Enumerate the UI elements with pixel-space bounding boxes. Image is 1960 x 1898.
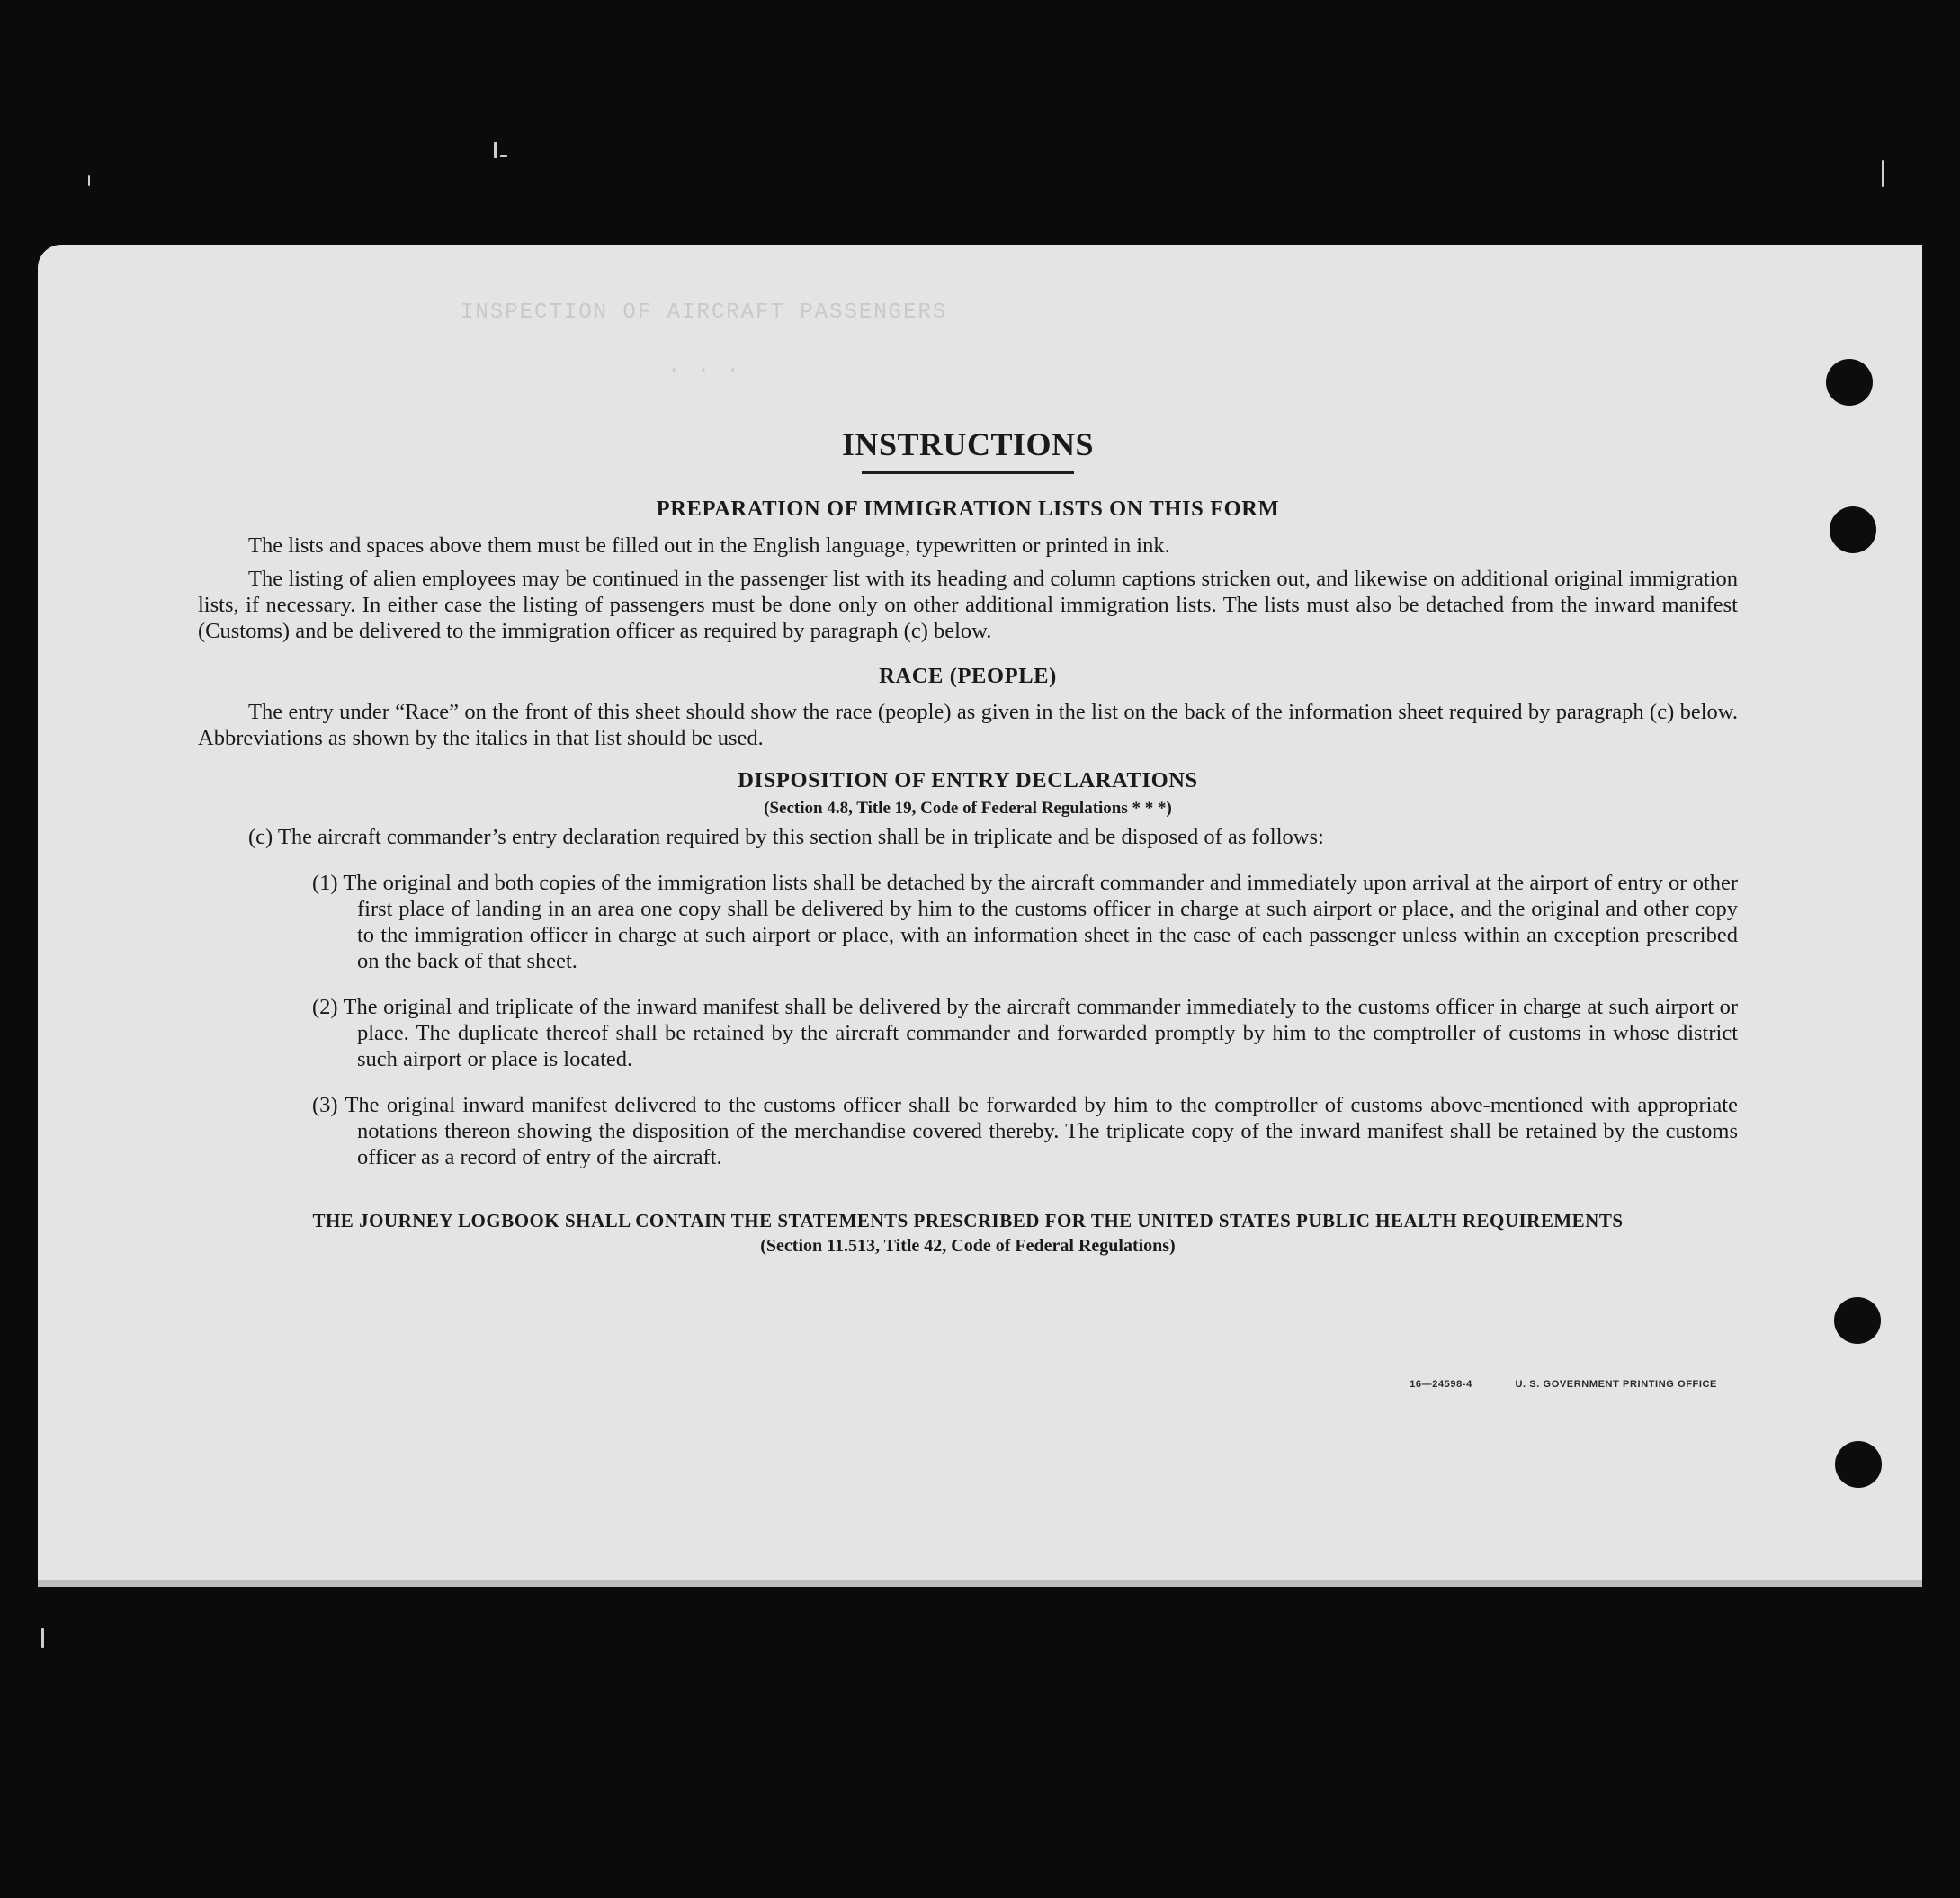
scan-speck: [88, 175, 90, 186]
punch-hole: [1826, 359, 1873, 406]
preparation-heading: PREPARATION OF IMMIGRATION LISTS ON THIS FORM: [656, 497, 1280, 521]
preparation-paragraph-2: The listing of alien employees may be continued in the passenger list with its heading and column captions stricken out, and likewise on additional original immigration lists, if necessary. In either case the listing of passengers must be done only on other additional immigration lists. The lists must also be detached from the inward manifest (Customs) and be delivered to the immigration officer as required by paragraph (c) below.: [198, 567, 1738, 643]
document-page: [38, 245, 1922, 1587]
disposition-intro: (c) The aircraft commander’s entry declaration required by this section shall be in triplicate and be disposed of as follows:: [248, 825, 1324, 849]
punch-hole: [1830, 506, 1876, 553]
punch-hole: [1834, 1297, 1881, 1344]
scan-speck: [41, 1628, 44, 1648]
bleed-through-text: . . .: [667, 354, 742, 379]
disposition-item-1: (1) The original and both copies of the immigration lists shall be detached by the aircraft commander and immediately upon arrival at the airport of entry or other first place of landing in an area one copy shall be delivered by him to the customs officer in charge at such airport or place, and the original and other copy to the immigration officer in charge at such airport or place, with an information sheet in the case of each passenger unless within an exception prescribed on the back of that sheet.: [312, 871, 1738, 973]
scan-speck: [500, 155, 507, 157]
title-underline: [862, 471, 1074, 474]
scan-speck: [494, 142, 497, 158]
race-paragraph: The entry under “Race” on the front of this sheet should show the race (people) as given in the list on the back of the information sheet required by paragraph (c) below. Abbreviations as shown by the italics in that list should be used.: [198, 700, 1738, 750]
disposition-item-2: (2) The original and triplicate of the inward manifest shall be delivered by the aircraft commander immediately to the customs officer in charge at such airport or place. The duplicate thereof shall be retained by the aircraft commander and forwarded promptly by him to the comptroller of customs in whose district such airport or place is located.: [312, 995, 1738, 1071]
disposition-heading: DISPOSITION OF ENTRY DECLARATIONS: [738, 768, 1198, 792]
race-heading: RACE (PEOPLE): [879, 664, 1057, 688]
page-bottom-edge: [38, 1580, 1922, 1587]
disposition-subheading: (Section 4.8, Title 19, Code of Federal Regulations * * *): [764, 799, 1172, 818]
instructions-content: [198, 425, 1738, 1258]
health-heading: THE JOURNEY LOGBOOK SHALL CONTAIN THE STATEMENTS PRESCRIBED FOR THE UNITED STATES PUBLIC HEALTH REQUIREMENTS: [312, 1210, 1624, 1231]
page-title: INSTRUCTIONS: [841, 426, 1095, 462]
health-subheading: (Section 11.513, Title 42, Code of Federal Regulations): [760, 1236, 1176, 1256]
preparation-paragraph-1: The lists and spaces above them must be filled out in the English language, typewritten or printed in ink.: [248, 533, 1170, 558]
printing-footer: [1410, 1379, 1717, 1390]
disposition-item-3: (3) The original inward manifest delivered to the customs officer shall be forwarded by him to the comptroller of customs above-mentioned with appropriate notations thereon showing the disposition of the merchandise covered thereby. The triplicate copy of the inward manifest shall be retained by the customs officer as a record of entry of the aircraft.: [312, 1093, 1738, 1169]
punch-hole: [1835, 1441, 1882, 1488]
form-number: 16—24598-4: [1410, 1379, 1472, 1390]
printer-name: U. S. GOVERNMENT PRINTING OFFICE: [1515, 1379, 1717, 1390]
scan-speck: [1882, 160, 1884, 187]
bleed-through-text: INSPECTION OF AIRCRAFT PASSENGERS: [461, 300, 948, 325]
